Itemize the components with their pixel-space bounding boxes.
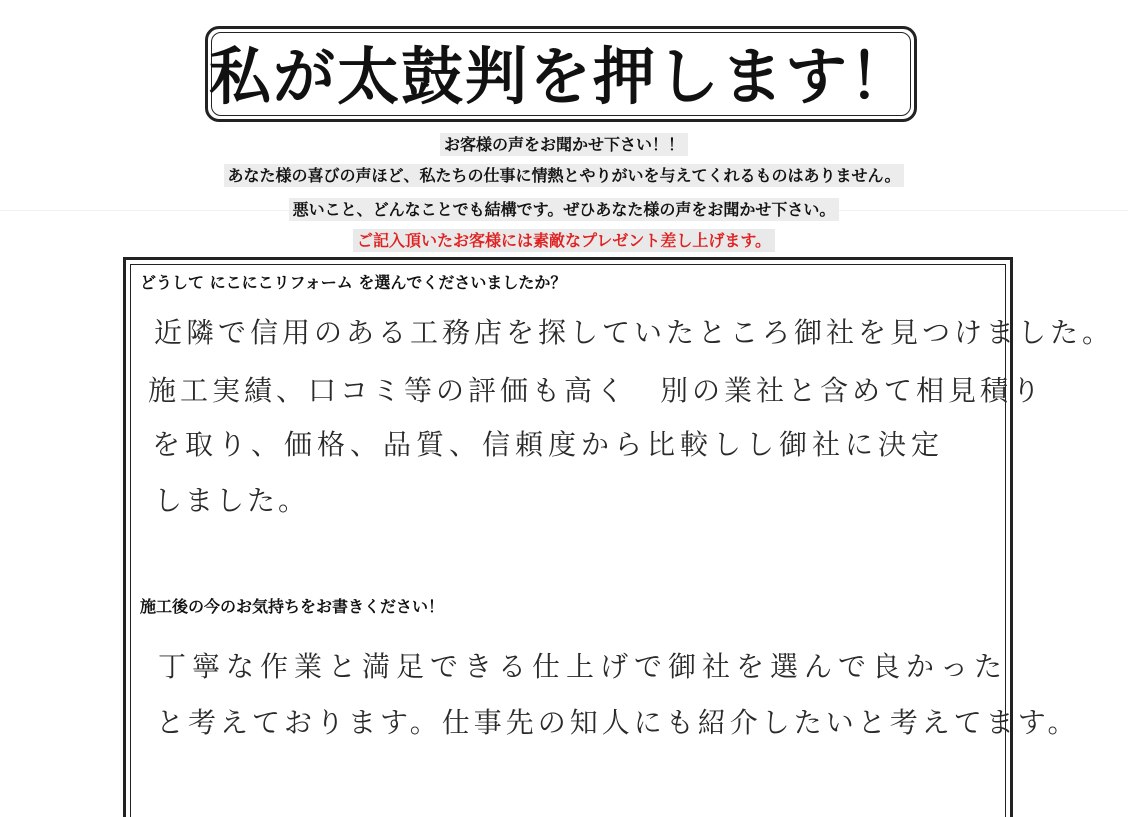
answer-1-line: 施工実績、口コミ等の評価も高く 別の業社と含めて相見積り: [148, 374, 1045, 407]
answer-1-line: 近隣で信用のある工務店を探していたところ御社を見つけました。: [154, 316, 1115, 349]
questionnaire-sheet: [123, 257, 1115, 817]
intro-line-3: 悪いこと、どんなことでも結構です。ぜひあなた様の声をお聞かせ下さい。: [289, 198, 840, 221]
answer-1-line: しました。: [154, 484, 310, 517]
title-banner: [205, 26, 917, 122]
intro-text-row: [0, 199, 1128, 221]
answer-2-line: と考えております。仕事先の知人にも紹介したいと考えてます。: [156, 706, 1080, 739]
answer-1-line: を取り、価格、品質、信頼度から比較しし御社に決定: [152, 428, 945, 461]
intro-text-row: [0, 165, 1128, 187]
intro-heading: [0, 134, 1128, 156]
intro-line-1: お客様の声をお聞かせ下さい！！: [440, 133, 688, 156]
present-notice: [0, 230, 1128, 252]
page-title: 私が太鼓判を押します！: [208, 40, 913, 113]
answer-2-line: 丁寧な作業と満足できる仕上げで御社を選んで良かった: [158, 650, 1009, 683]
intro-line-4: ご記入頂いたお客様には素敵なプレゼント差し上げます。: [353, 229, 775, 252]
question-1-label: どうして にこにこリフォーム を選んでくださいましたか？: [140, 273, 567, 292]
intro-line-2: あなた様の喜びの声ほど、私たちの仕事に情熱とやりがいを与えてくれるものはありません。: [224, 164, 905, 187]
question-2-label: 施工後の今のお気持ちをお書きください！: [140, 597, 445, 616]
